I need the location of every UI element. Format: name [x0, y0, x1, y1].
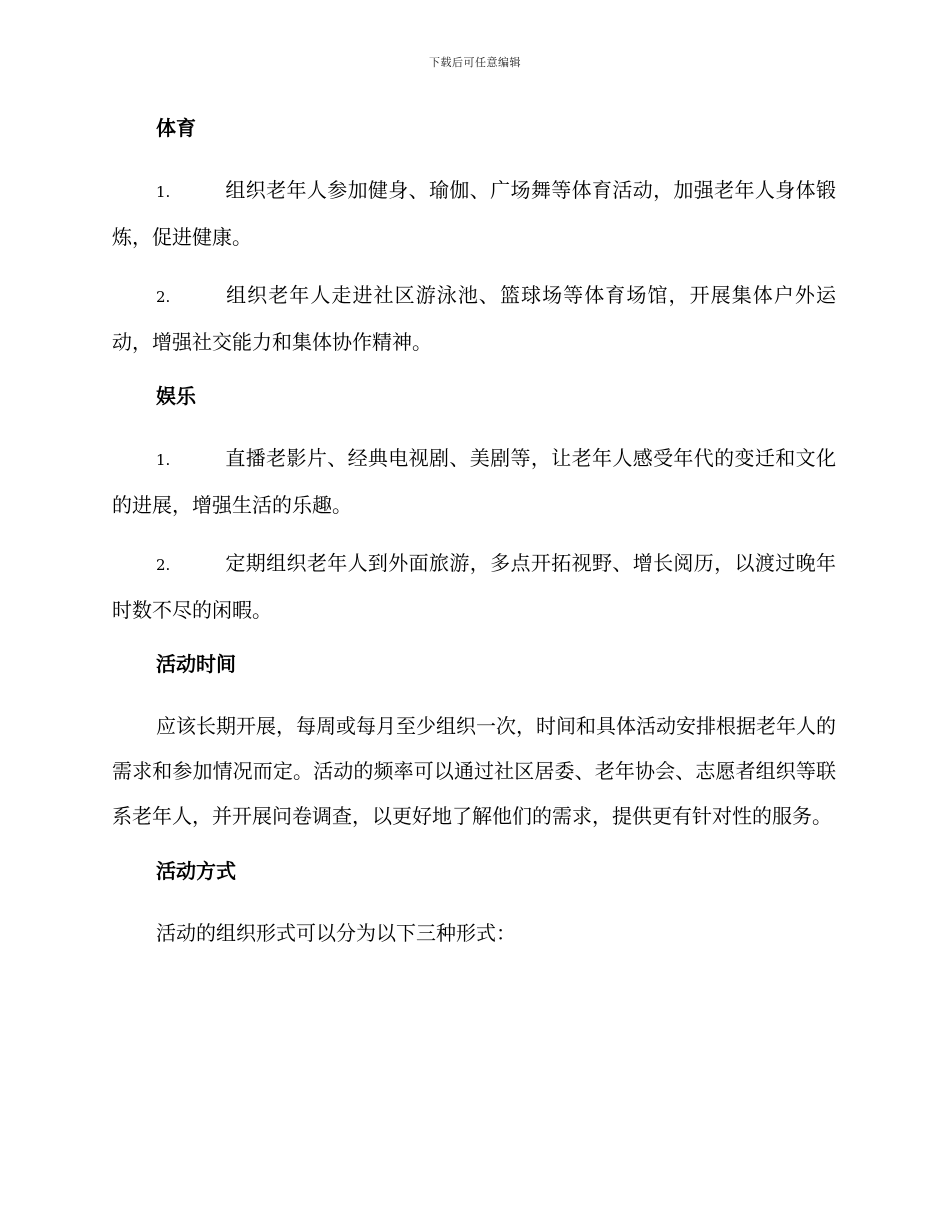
list-item — [112, 168, 836, 260]
list-item-text: 组织老年人参加健身、瑜伽、广场舞等体育活动，加强老年人身体锻炼，促进健康。 — [112, 178, 836, 249]
list-item — [112, 436, 836, 528]
activity-method-paragraph: 活动的组织形式可以分为以下三种形式： — [156, 921, 516, 945]
list-item-text: 组织老年人走进社区游泳池、篮球场等体育场馆，开展集体户外运动，增强社交能力和集体协作精神。 — [112, 283, 836, 354]
list-item — [112, 541, 836, 633]
list-number: 2. — [156, 288, 171, 306]
section-heading-activity-time: 活动时间 — [156, 652, 236, 676]
section-heading-activity-method: 活动方式 — [156, 859, 236, 883]
section-heading-entertainment: 娱乐 — [156, 384, 196, 408]
list-number: 2. — [156, 556, 171, 574]
list-item-text: 定期组织老年人到外面旅游，多点开拓视野、增长阅历，以渡过晚年时数不尽的闲暇。 — [112, 551, 836, 622]
list-item-text: 直播老影片、经典电视剧、美剧等，让老年人感受年代的变迁和文化的进展，增强生活的乐趣。 — [112, 446, 836, 517]
list-number: 1. — [156, 451, 171, 469]
list-number: 1. — [156, 183, 171, 201]
page-header-note: 下载后可任意编辑 — [429, 56, 521, 69]
document-body — [112, 110, 836, 970]
activity-time-paragraph: 应该长期开展，每周或每月至少组织一次，时间和具体活动安排根据老年人的需求和参加情况而定。活动的频率可以通过社区居委、老年协会、志愿者组织等联系老年人，并开展问卷调查，以更好地了解他们的需求，提供更有针对性的服务。 — [112, 714, 836, 828]
list-item — [112, 273, 836, 365]
section-heading-sports: 体育 — [156, 116, 196, 140]
